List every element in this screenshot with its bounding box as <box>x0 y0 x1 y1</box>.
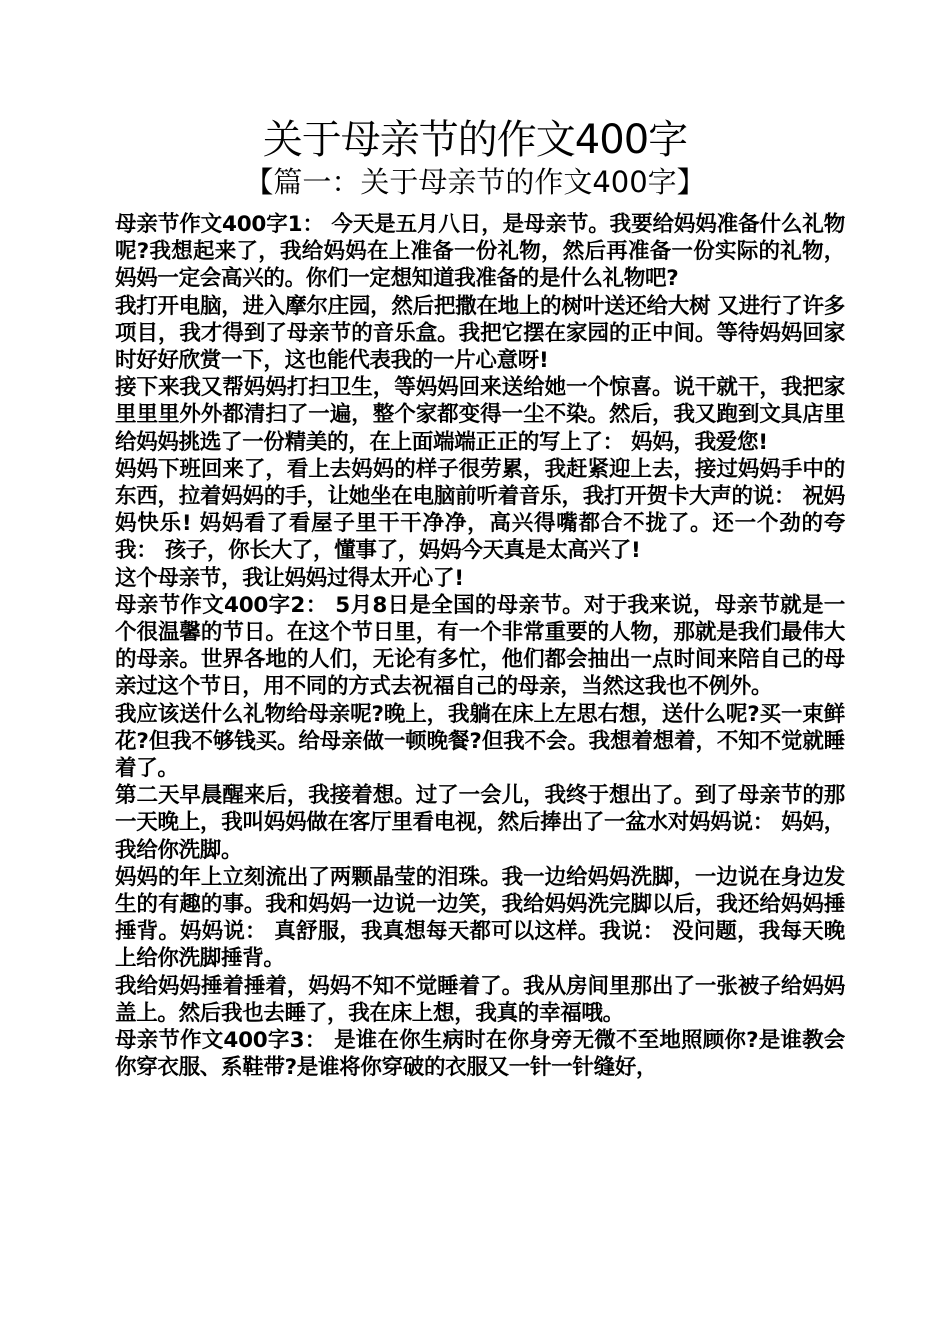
paragraph: 母亲节作文400字3： 是谁在你生病时在你身旁无微不至地照顾你?是谁教会你穿衣服、系鞋带?是谁将你穿破的衣服又一针一针缝好， <box>115 1028 845 1081</box>
document-title: 关于母亲节的作文400字 <box>262 117 688 163</box>
paragraph: 妈妈的年上立刻流出了两颗晶莹的泪珠。我一边给妈妈洗脚，一边说在身边发生的有趣的事。我和妈妈一边说一边笑，我给妈妈洗完脚以后，我还给妈妈捶捶背。妈妈说： 真舒服，我真想每天都可以这样。我说： 没问题，我每天晚上给你洗脚捶背。 <box>115 864 845 972</box>
paragraph: 接下来我又帮妈妈打扫卫生，等妈妈回来送给她一个惊喜。说干就干，我把家里里里外外都清扫了一遍，整个家都变得一尘不染。然后，我又跑到文具店里给妈妈挑选了一份精美的，在上面端端正正的写上了： 妈妈，我爱您! <box>115 375 845 455</box>
document-body <box>115 211 845 1082</box>
paragraph: 这个母亲节，我让妈妈过得太开心了! <box>115 565 464 591</box>
paragraph: 我给妈妈捶着捶着，妈妈不知不觉睡着了。我从房间里那出了一张被子给妈妈盖上。然后我也去睡了，我在床上想，我真的幸福哦。 <box>115 973 845 1026</box>
paragraph: 母亲节作文400字1： 今天是五月八日，是母亲节。我要给妈妈准备什么礼物呢?我想起来了，我给妈妈在上准备一份礼物，然后再准备一份实际的礼物，妈妈一定会高兴的。你们一定想知道我准备的是什么礼物吧? <box>115 212 845 292</box>
paragraph: 第二天早晨醒来后，我接着想。过了一会儿，我终于想出了。到了母亲节的那一天晚上，我叫妈妈做在客厅里看电视，然后捧出了一盆水对妈妈说： 妈妈，我给你洗脚。 <box>115 783 845 863</box>
paragraph: 母亲节作文400字2： 5月8日是全国的母亲节。对于我来说，母亲节就是一个很温馨的节日。在这个节日里，有一个非常重要的人物，那就是我们最伟大的母亲。世界各地的人们，无论有多忙，他们都会抽出一点时间来陪自己的母亲过这个节日，用不同的方式去祝福自己的母亲，当然这我也不例外。 <box>115 592 845 700</box>
paragraph: 我打开电脑，进入摩尔庄园，然后把撒在地上的树叶送还给大树 又进行了许多项目，我才得到了母亲节的音乐盒。我把它摆在家园的正中间。等待妈妈回家时好好欣赏一下，这也能代表我的一片心意呀! <box>115 293 845 374</box>
paragraph: 妈妈下班回来了，看上去妈妈的样子很劳累，我赶紧迎上去，接过妈妈手中的东西，拉着妈妈的手，让她坐在电脑前听着音乐，我打开贺卡大声的说： 祝妈妈快乐! 妈妈看了看屋子里干干净净，高兴得嘴都合不拢了。还一个劲的夸我： 孩子，你长大了，懂事了，妈妈今天真是太高兴了! <box>115 456 845 564</box>
paragraph: 我应该送什么礼物给母亲呢?晚上，我躺在床上左思右想，送什么呢?买一束鲜花?但我不够钱买。给母亲做一顿晚餐?但我不会。我想着想着，不知不觉就睡着了。 <box>115 701 845 782</box>
document-subtitle: 【篇一：关于母亲节的作文400字】 <box>244 165 706 199</box>
